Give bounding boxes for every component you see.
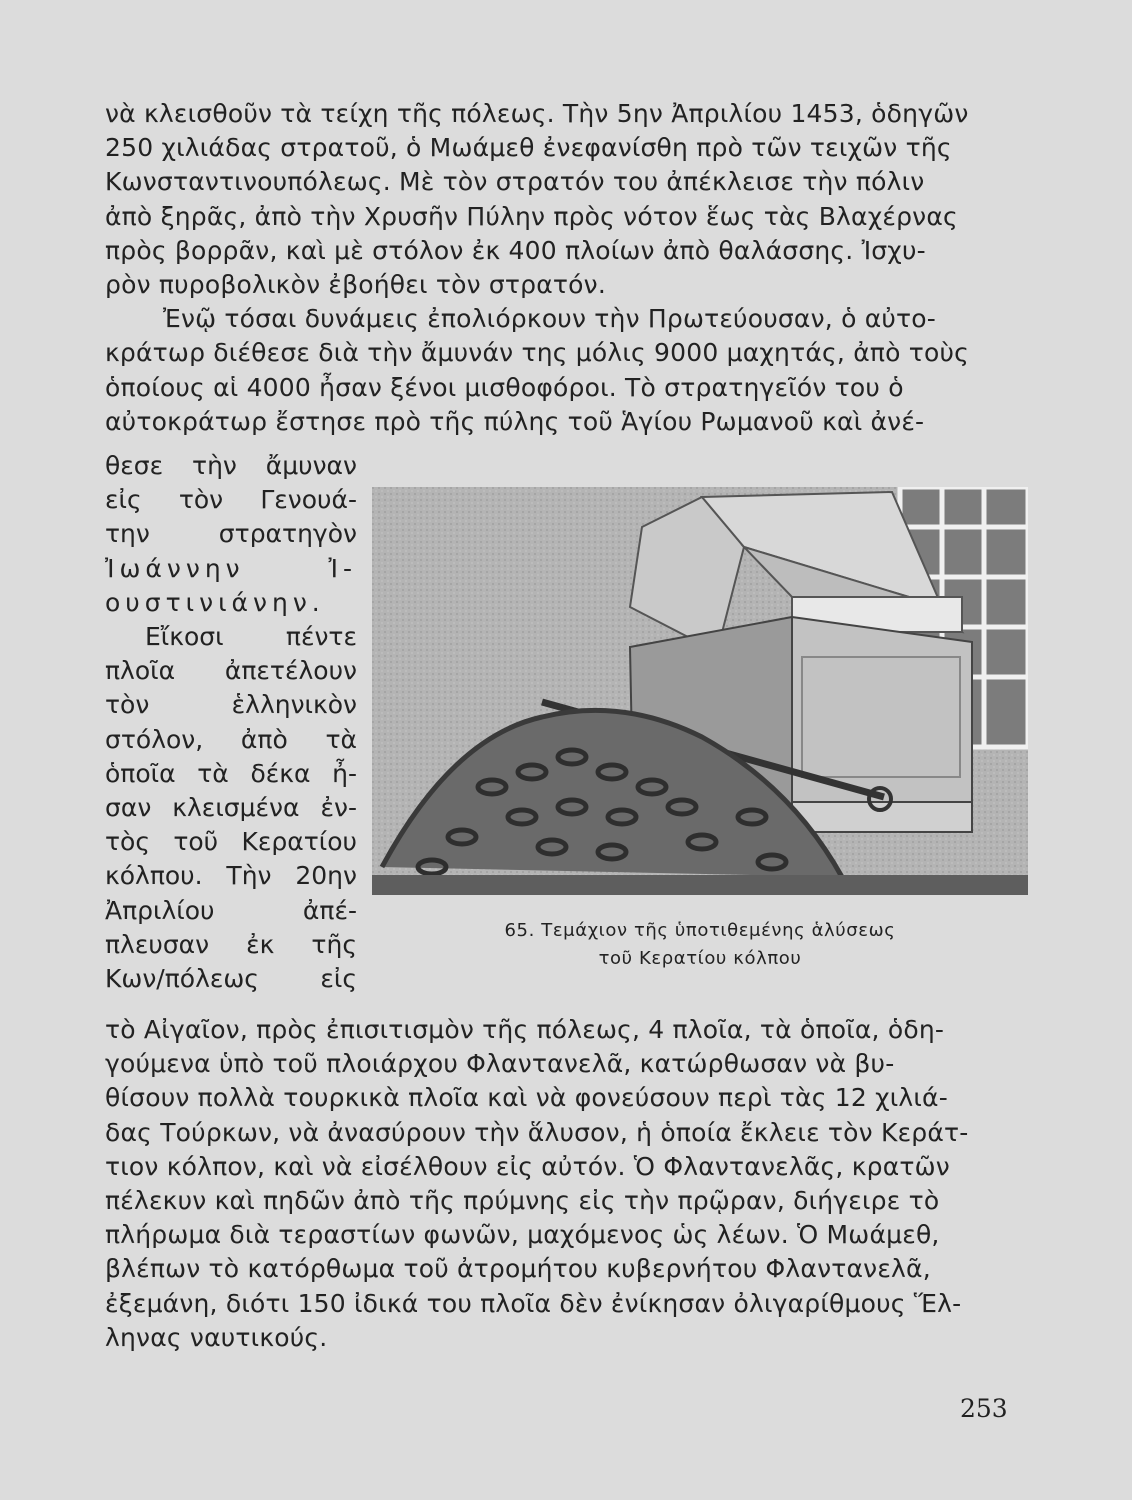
text-line: την στρατηγὸν bbox=[105, 519, 357, 549]
text-line: Κων/πόλεως εἰς bbox=[105, 964, 357, 994]
text-line: ὁποίους αἱ 4000 ἦσαν ξένοι μισθοφόροι. Τὸ στρατηγεῖόν του ὁ bbox=[105, 372, 904, 402]
chain-photo bbox=[372, 487, 1028, 895]
text-line: θίσουν πολλὰ τουρκικὰ πλοῖα καὶ νὰ φονεύσουν περὶ τὰς 12 χιλιά- bbox=[105, 1083, 948, 1113]
text-line: πλευσαν ἐκ τῆς bbox=[105, 929, 357, 959]
text-line: εἰς τὸν Γενουά- bbox=[105, 485, 357, 515]
caption-line-1: 65. Τεμάχιον τῆς ὑποτιθεμένης ἁλύσεως bbox=[504, 920, 896, 941]
text-line: τὸ Αἰγαῖον, πρὸς ἐπισιτισμὸν τῆς πόλεως, 4 πλοῖα, τὰ ὁποῖα, ὁδη- bbox=[105, 1015, 945, 1044]
text-line: στόλον, ἀπὸ τὰ bbox=[105, 724, 357, 754]
text-line: βλέπων τὸ κατόρθωμα τοῦ ἀτρομήτου κυβερνήτου Φλαντανελᾶ, bbox=[105, 1254, 931, 1284]
text-line: τὸν ἑλληνικὸν bbox=[105, 690, 357, 720]
text-line: ἀπὸ ξηρᾶς, ἀπὸ τὴν Χρυσῆν Πύλην πρὸς νότον ἕως τὰς Βλαχέρνας bbox=[105, 201, 958, 231]
page-number: 253 bbox=[960, 1394, 1008, 1423]
text-line: νὰ κλεισθοῦν τὰ τείχη τῆς πόλεως. Τὴν 5ην Ἀπριλίου 1453, ὁδηγῶν bbox=[105, 99, 969, 128]
text-line: Εἴκοσι πέντε bbox=[145, 622, 357, 652]
text-line: πέλεκυν καὶ πηδῶν ἀπὸ τῆς πρύμνης εἰς τὴν πρῷραν, διήγειρε τὸ bbox=[105, 1186, 940, 1216]
figure-caption bbox=[372, 917, 1028, 973]
text-line: σαν κλεισμένα ἐν- bbox=[105, 793, 357, 823]
paragraph-top bbox=[105, 97, 1035, 439]
text-line: Ἰωάννην Ἰ- bbox=[105, 553, 357, 583]
text-line: ουστινιάνην. bbox=[105, 587, 325, 617]
text-line: τιον κόλπον, καὶ νὰ εἰσέλθουν εἰς αὐτόν. Ὁ Φλαντανελᾶς, κρατῶν bbox=[105, 1151, 950, 1181]
paragraph-wrapped bbox=[105, 449, 357, 996]
text-line: Κωνσταντινουπόλεως. Μὲ τὸν στρατόν του ἀπέκλεισε τὴν πόλιν bbox=[105, 167, 925, 197]
text-line: γούμενα ὑπὸ τοῦ πλοιάρχου Φλαντανελᾶ, κατώρθωσαν νὰ βυ- bbox=[105, 1049, 895, 1079]
text-line: Ἀπριλίου ἀπέ- bbox=[105, 895, 357, 925]
text-line: τὸς τοῦ Κερατίου bbox=[105, 827, 357, 857]
chain-photo-illustration bbox=[372, 487, 1028, 895]
text-line: ὁποῖα τὰ δέκα ἦ- bbox=[105, 758, 357, 788]
text-line: ληνας ναυτικούς. bbox=[105, 1322, 328, 1352]
text-line: πλοῖα ἀπετέλουν bbox=[105, 656, 357, 686]
text-line: Ἐνῷ τόσαι δυνάμεις ἐπολιόρκουν τὴν Πρωτεύουσαν, ὁ αὐτο- bbox=[163, 304, 937, 334]
caption-line-2: τοῦ Κερατίου κόλπου bbox=[598, 948, 802, 969]
photo-ground bbox=[372, 875, 1028, 895]
paragraph-bottom bbox=[105, 1013, 1035, 1355]
text-line: πλήρωμα διὰ τεραστίων φωνῶν, μαχόμενος ὡς λέων. Ὁ Μωάμεθ, bbox=[105, 1220, 940, 1250]
text-line: κράτωρ διέθεσε διὰ τὴν ἄμυνάν της μόλις 9000 μαχητάς, ἀπὸ τοὺς bbox=[105, 338, 970, 368]
text-line: θεσε τὴν ἄμυναν bbox=[105, 451, 357, 480]
text-line: αὐτοκράτωρ ἔστησε πρὸ τῆς πύλης τοῦ Ἁγίου Ρωμανοῦ καὶ ἀνέ- bbox=[105, 406, 925, 436]
text-line: ρὸν πυροβολικὸν ἐβοήθει τὸν στρατόν. bbox=[105, 270, 606, 300]
text-line: ἐξεμάνη, διότι 150 ἰδικά του πλοῖα δὲν ἐνίκησαν ὀλιγαρίθμους Ἕλ- bbox=[105, 1288, 962, 1318]
text-line: δας Τούρκων, νὰ ἀνασύρουν τὴν ἅλυσον, ἡ ὁποία ἔκλειε τὸν Κεράτ- bbox=[105, 1117, 969, 1147]
text-line: 250 χιλιάδας στρατοῦ, ὁ Μωάμεθ ἐνεφανίσθη πρὸ τῶν τειχῶν τῆς bbox=[105, 133, 952, 163]
text-line: πρὸς βορρᾶν, καὶ μὲ στόλον ἐκ 400 πλοίων ἀπὸ θαλάσσης. Ἰσχυ- bbox=[105, 235, 926, 265]
text-line: κόλπου. Τὴν 20ην bbox=[105, 861, 357, 891]
